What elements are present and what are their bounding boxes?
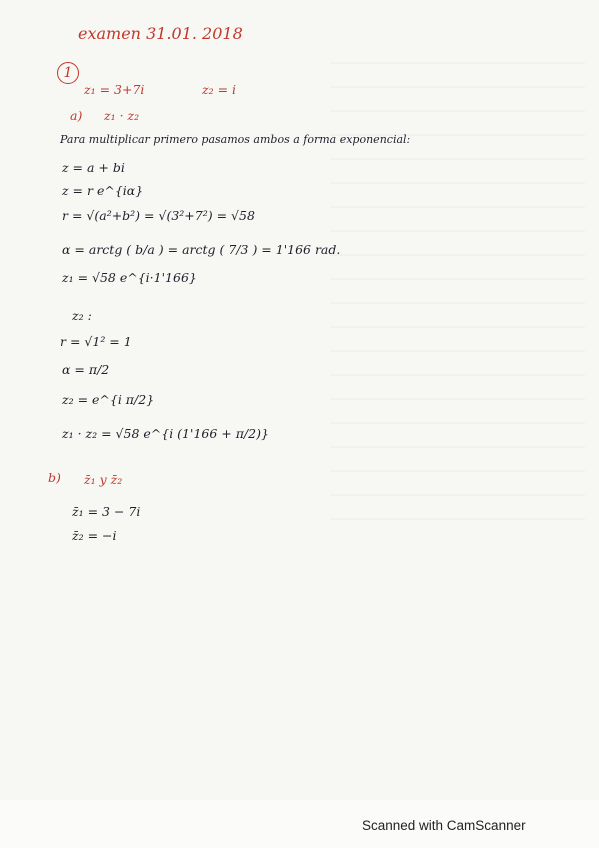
line-general-form: z = a + bi	[62, 160, 125, 175]
exam-title: examen 31.01. 2018	[78, 24, 243, 43]
part-a-expression: z₁ · z₂	[104, 108, 140, 123]
line-product-result: z₁ · z₂ = √58 e^{i (1'166 + π/2)}	[62, 426, 269, 441]
part-b-label: b)	[48, 470, 61, 485]
line-z2-modulus: r = √1² = 1	[60, 334, 132, 349]
line-argument: α = arctg ( b/a ) = arctg ( 7/3 ) = 1'166 rad.	[62, 242, 341, 257]
show-through-text	[330, 40, 585, 600]
line-exponential-form: z = r e^{iα}	[62, 183, 144, 198]
line-z2-argument: α = π/2	[62, 362, 110, 377]
line-z1-exponential: z₁ = √58 e^{i·1'166}	[62, 270, 197, 285]
given-z2: z₂ = i	[202, 82, 237, 97]
line-z2-conjugate: z̄₂ = −i	[72, 528, 117, 543]
given-z1: z₁ = 3+7i	[84, 82, 145, 97]
camscanner-watermark: Scanned with CamScanner	[362, 818, 526, 833]
line-z2-exponential: z₂ = e^{i π/2}	[62, 392, 155, 407]
line-z1-conjugate: z̄₁ = 3 − 7i	[72, 504, 141, 519]
part-a-intro: Para multiplicar primero pasamos ambos a forma exponencial:	[60, 133, 411, 146]
question-number: 1	[57, 62, 79, 84]
part-a-label: a)	[70, 108, 83, 123]
line-modulus: r = √(a²+b²) = √(3²+7²) = √58	[62, 208, 255, 223]
part-b-expression: z̄₁ y z̄₂	[84, 472, 123, 487]
line-z2-header: z₂ :	[72, 308, 92, 323]
